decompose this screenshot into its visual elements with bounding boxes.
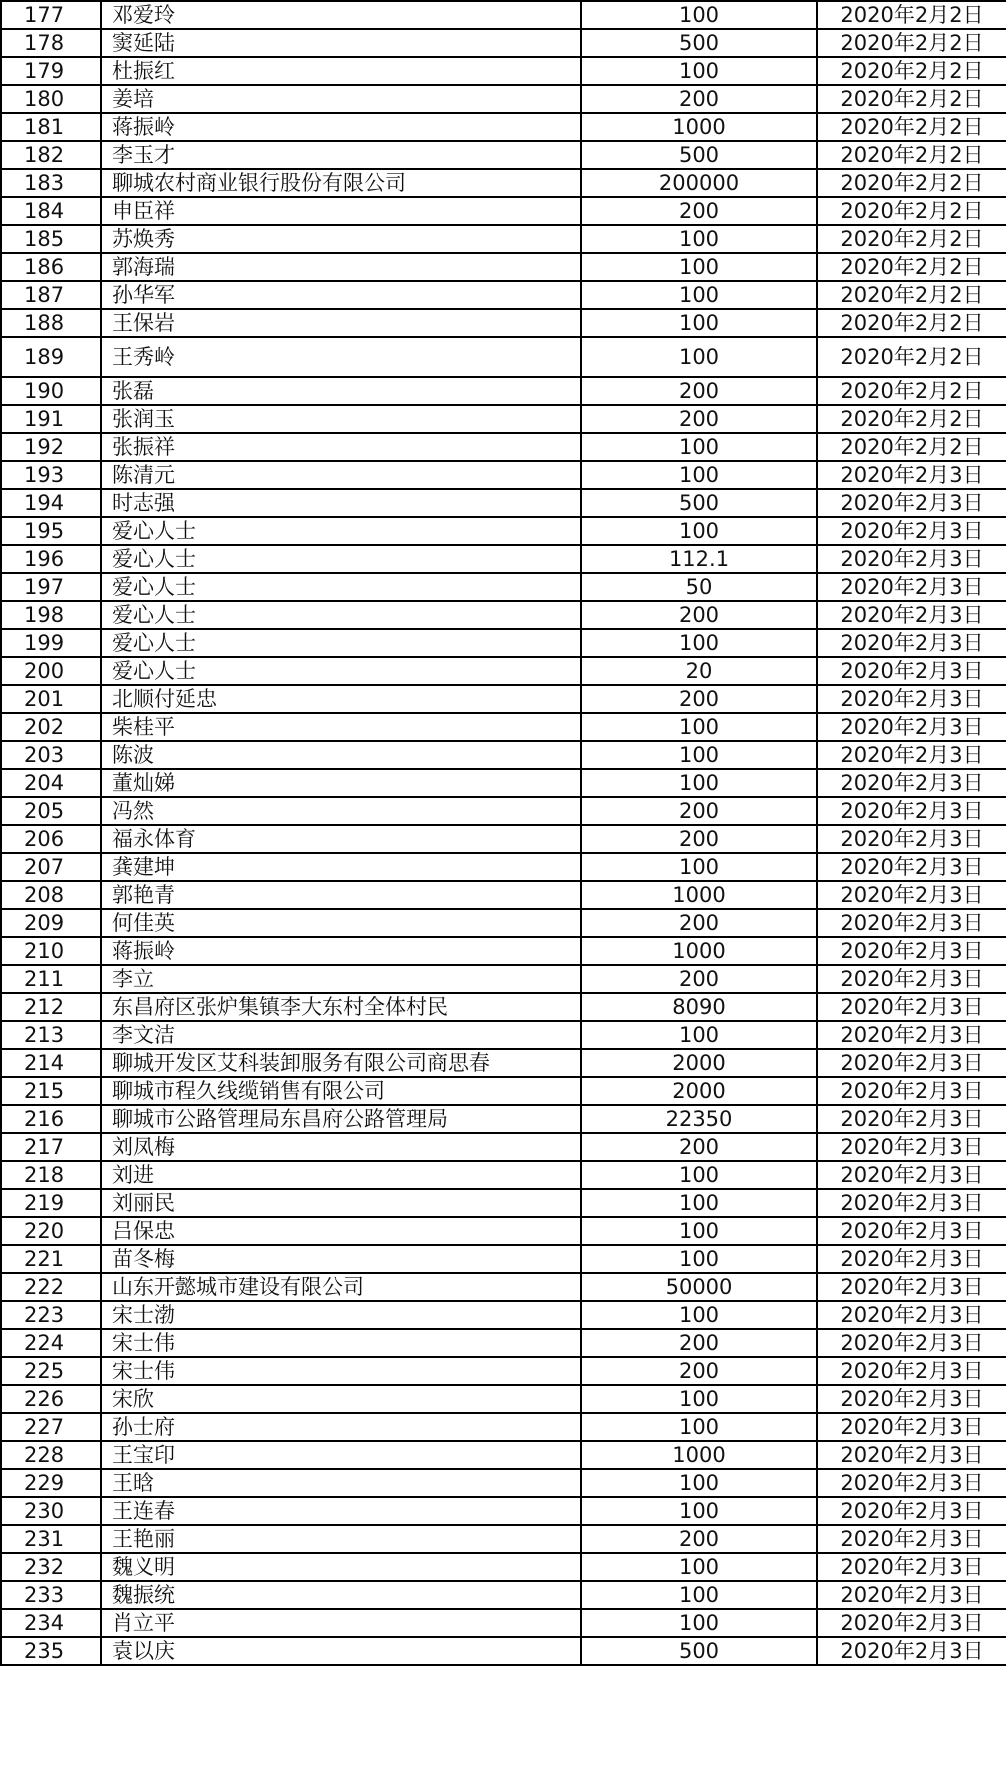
table-row bbox=[1, 281, 1006, 309]
amount-cell: 500 bbox=[581, 489, 817, 517]
row-number-cell: 235 bbox=[1, 1637, 101, 1665]
table-row bbox=[1, 1553, 1006, 1581]
date-cell: 2020年2月3日 bbox=[817, 629, 1006, 657]
date-cell: 2020年2月3日 bbox=[817, 1049, 1006, 1077]
date-cell: 2020年2月3日 bbox=[817, 741, 1006, 769]
table-row bbox=[1, 337, 1006, 377]
table-row bbox=[1, 29, 1006, 57]
table-row bbox=[1, 993, 1006, 1021]
row-number-cell: 179 bbox=[1, 57, 101, 85]
row-number-cell: 227 bbox=[1, 1413, 101, 1441]
donor-name-cell: 蒋振岭 bbox=[101, 937, 581, 965]
table-row bbox=[1, 197, 1006, 225]
amount-cell: 100 bbox=[581, 1245, 817, 1273]
donor-name-cell: 宋欣 bbox=[101, 1385, 581, 1413]
row-number-cell: 199 bbox=[1, 629, 101, 657]
date-cell: 2020年2月3日 bbox=[817, 1133, 1006, 1161]
date-cell: 2020年2月2日 bbox=[817, 57, 1006, 85]
row-number-cell: 192 bbox=[1, 433, 101, 461]
amount-cell: 100 bbox=[581, 337, 817, 377]
row-number-cell: 223 bbox=[1, 1301, 101, 1329]
row-number-cell: 216 bbox=[1, 1105, 101, 1133]
donor-name-cell: 窦延陆 bbox=[101, 29, 581, 57]
donor-name-cell: 王秀岭 bbox=[101, 337, 581, 377]
amount-cell: 100 bbox=[581, 1497, 817, 1525]
amount-cell: 200 bbox=[581, 965, 817, 993]
donor-name-cell: 董灿娣 bbox=[101, 769, 581, 797]
donor-name-cell: 何佳英 bbox=[101, 909, 581, 937]
date-cell: 2020年2月3日 bbox=[817, 1021, 1006, 1049]
amount-cell: 100 bbox=[581, 309, 817, 337]
date-cell: 2020年2月3日 bbox=[817, 1189, 1006, 1217]
row-number-cell: 218 bbox=[1, 1161, 101, 1189]
row-number-cell: 206 bbox=[1, 825, 101, 853]
date-cell: 2020年2月3日 bbox=[817, 545, 1006, 573]
donor-name-cell: 爱心人士 bbox=[101, 657, 581, 685]
date-cell: 2020年2月3日 bbox=[817, 1637, 1006, 1665]
table-row bbox=[1, 1637, 1006, 1665]
table-row bbox=[1, 1245, 1006, 1273]
donor-name-cell: 王晗 bbox=[101, 1469, 581, 1497]
date-cell: 2020年2月2日 bbox=[817, 309, 1006, 337]
date-cell: 2020年2月3日 bbox=[817, 1217, 1006, 1245]
date-cell: 2020年2月3日 bbox=[817, 1077, 1006, 1105]
date-cell: 2020年2月3日 bbox=[817, 1413, 1006, 1441]
donor-name-cell: 时志强 bbox=[101, 489, 581, 517]
row-number-cell: 185 bbox=[1, 225, 101, 253]
date-cell: 2020年2月3日 bbox=[817, 1301, 1006, 1329]
table-row bbox=[1, 1, 1006, 29]
row-number-cell: 184 bbox=[1, 197, 101, 225]
date-cell: 2020年2月3日 bbox=[817, 769, 1006, 797]
table-row bbox=[1, 85, 1006, 113]
row-number-cell: 191 bbox=[1, 405, 101, 433]
row-number-cell: 177 bbox=[1, 1, 101, 29]
date-cell: 2020年2月3日 bbox=[817, 797, 1006, 825]
donor-name-cell: 张润玉 bbox=[101, 405, 581, 433]
date-cell: 2020年2月3日 bbox=[817, 1385, 1006, 1413]
row-number-cell: 187 bbox=[1, 281, 101, 309]
date-cell: 2020年2月3日 bbox=[817, 657, 1006, 685]
amount-cell: 1000 bbox=[581, 113, 817, 141]
donor-name-cell: 王保岩 bbox=[101, 309, 581, 337]
donor-name-cell: 聊城开发区艾科装卸服务有限公司商思春 bbox=[101, 1049, 581, 1077]
amount-cell: 200 bbox=[581, 601, 817, 629]
amount-cell: 100 bbox=[581, 1553, 817, 1581]
row-number-cell: 183 bbox=[1, 169, 101, 197]
date-cell: 2020年2月2日 bbox=[817, 281, 1006, 309]
donor-name-cell: 宋士伟 bbox=[101, 1329, 581, 1357]
table-row bbox=[1, 853, 1006, 881]
table-row bbox=[1, 489, 1006, 517]
row-number-cell: 208 bbox=[1, 881, 101, 909]
donor-name-cell: 郭艳青 bbox=[101, 881, 581, 909]
date-cell: 2020年2月3日 bbox=[817, 965, 1006, 993]
amount-cell: 100 bbox=[581, 1469, 817, 1497]
row-number-cell: 229 bbox=[1, 1469, 101, 1497]
amount-cell: 22350 bbox=[581, 1105, 817, 1133]
row-number-cell: 188 bbox=[1, 309, 101, 337]
amount-cell: 200 bbox=[581, 685, 817, 713]
table-row bbox=[1, 1385, 1006, 1413]
donor-name-cell: 爱心人士 bbox=[101, 545, 581, 573]
donor-name-cell: 东昌府区张炉集镇李大东村全体村民 bbox=[101, 993, 581, 1021]
table-row bbox=[1, 1161, 1006, 1189]
table-row bbox=[1, 769, 1006, 797]
table-row bbox=[1, 825, 1006, 853]
table-row bbox=[1, 1329, 1006, 1357]
donor-name-cell: 爱心人士 bbox=[101, 601, 581, 629]
row-number-cell: 228 bbox=[1, 1441, 101, 1469]
row-number-cell: 225 bbox=[1, 1357, 101, 1385]
row-number-cell: 221 bbox=[1, 1245, 101, 1273]
table-row bbox=[1, 601, 1006, 629]
row-number-cell: 219 bbox=[1, 1189, 101, 1217]
donor-name-cell: 李玉才 bbox=[101, 141, 581, 169]
table-row bbox=[1, 881, 1006, 909]
donor-name-cell: 郭海瑞 bbox=[101, 253, 581, 281]
amount-cell: 100 bbox=[581, 461, 817, 489]
donor-name-cell: 陈波 bbox=[101, 741, 581, 769]
row-number-cell: 178 bbox=[1, 29, 101, 57]
donor-name-cell: 刘丽民 bbox=[101, 1189, 581, 1217]
amount-cell: 100 bbox=[581, 1217, 817, 1245]
table-row bbox=[1, 797, 1006, 825]
donor-name-cell: 苏焕秀 bbox=[101, 225, 581, 253]
donor-name-cell: 龚建坤 bbox=[101, 853, 581, 881]
table-row bbox=[1, 169, 1006, 197]
amount-cell: 100 bbox=[581, 1, 817, 29]
row-number-cell: 197 bbox=[1, 573, 101, 601]
row-number-cell: 224 bbox=[1, 1329, 101, 1357]
date-cell: 2020年2月3日 bbox=[817, 461, 1006, 489]
table-row bbox=[1, 253, 1006, 281]
date-cell: 2020年2月2日 bbox=[817, 377, 1006, 405]
row-number-cell: 189 bbox=[1, 337, 101, 377]
table-row bbox=[1, 225, 1006, 253]
table-row bbox=[1, 1581, 1006, 1609]
table-row bbox=[1, 1301, 1006, 1329]
donor-name-cell: 刘凤梅 bbox=[101, 1133, 581, 1161]
date-cell: 2020年2月3日 bbox=[817, 517, 1006, 545]
table-body bbox=[1, 1, 1006, 1665]
amount-cell: 100 bbox=[581, 741, 817, 769]
donor-name-cell: 爱心人士 bbox=[101, 629, 581, 657]
donor-name-cell: 吕保忠 bbox=[101, 1217, 581, 1245]
row-number-cell: 198 bbox=[1, 601, 101, 629]
date-cell: 2020年2月2日 bbox=[817, 405, 1006, 433]
amount-cell: 100 bbox=[581, 629, 817, 657]
row-number-cell: 220 bbox=[1, 1217, 101, 1245]
donor-name-cell: 杜振红 bbox=[101, 57, 581, 85]
table-row bbox=[1, 1469, 1006, 1497]
donor-name-cell: 蒋振岭 bbox=[101, 113, 581, 141]
date-cell: 2020年2月3日 bbox=[817, 937, 1006, 965]
date-cell: 2020年2月3日 bbox=[817, 1161, 1006, 1189]
donor-name-cell: 福永体育 bbox=[101, 825, 581, 853]
table-row bbox=[1, 461, 1006, 489]
table-row bbox=[1, 685, 1006, 713]
donor-name-cell: 申臣祥 bbox=[101, 197, 581, 225]
table-row bbox=[1, 965, 1006, 993]
amount-cell: 100 bbox=[581, 57, 817, 85]
amount-cell: 200 bbox=[581, 1329, 817, 1357]
amount-cell: 100 bbox=[581, 1413, 817, 1441]
row-number-cell: 195 bbox=[1, 517, 101, 545]
date-cell: 2020年2月3日 bbox=[817, 1105, 1006, 1133]
amount-cell: 200 bbox=[581, 1133, 817, 1161]
date-cell: 2020年2月3日 bbox=[817, 1581, 1006, 1609]
row-number-cell: 212 bbox=[1, 993, 101, 1021]
date-cell: 2020年2月2日 bbox=[817, 169, 1006, 197]
table-row bbox=[1, 1413, 1006, 1441]
donor-name-cell: 冯然 bbox=[101, 797, 581, 825]
donor-name-cell: 苗冬梅 bbox=[101, 1245, 581, 1273]
table-row bbox=[1, 1049, 1006, 1077]
row-number-cell: 204 bbox=[1, 769, 101, 797]
date-cell: 2020年2月3日 bbox=[817, 573, 1006, 601]
amount-cell: 1000 bbox=[581, 1441, 817, 1469]
date-cell: 2020年2月3日 bbox=[817, 489, 1006, 517]
row-number-cell: 193 bbox=[1, 461, 101, 489]
amount-cell: 2000 bbox=[581, 1077, 817, 1105]
amount-cell: 2000 bbox=[581, 1049, 817, 1077]
date-cell: 2020年2月3日 bbox=[817, 1553, 1006, 1581]
row-number-cell: 196 bbox=[1, 545, 101, 573]
donor-name-cell: 北顺付延忠 bbox=[101, 685, 581, 713]
date-cell: 2020年2月3日 bbox=[817, 853, 1006, 881]
donor-name-cell: 王宝印 bbox=[101, 1441, 581, 1469]
table-row bbox=[1, 309, 1006, 337]
row-number-cell: 214 bbox=[1, 1049, 101, 1077]
table-row bbox=[1, 573, 1006, 601]
table-row bbox=[1, 909, 1006, 937]
donor-name-cell: 聊城农村商业银行股份有限公司 bbox=[101, 169, 581, 197]
amount-cell: 100 bbox=[581, 1189, 817, 1217]
amount-cell: 20 bbox=[581, 657, 817, 685]
donor-name-cell: 爱心人士 bbox=[101, 517, 581, 545]
amount-cell: 100 bbox=[581, 1609, 817, 1637]
table-row bbox=[1, 1217, 1006, 1245]
donor-name-cell: 宋士渤 bbox=[101, 1301, 581, 1329]
row-number-cell: 194 bbox=[1, 489, 101, 517]
amount-cell: 100 bbox=[581, 769, 817, 797]
table-row bbox=[1, 1021, 1006, 1049]
date-cell: 2020年2月3日 bbox=[817, 601, 1006, 629]
row-number-cell: 213 bbox=[1, 1021, 101, 1049]
donor-name-cell: 李文洁 bbox=[101, 1021, 581, 1049]
donor-name-cell: 聊城市公路管理局东昌府公路管理局 bbox=[101, 1105, 581, 1133]
date-cell: 2020年2月3日 bbox=[817, 1609, 1006, 1637]
date-cell: 2020年2月3日 bbox=[817, 1469, 1006, 1497]
table-row bbox=[1, 113, 1006, 141]
amount-cell: 200 bbox=[581, 405, 817, 433]
donor-name-cell: 孙士府 bbox=[101, 1413, 581, 1441]
amount-cell: 1000 bbox=[581, 881, 817, 909]
table-row bbox=[1, 1525, 1006, 1553]
amount-cell: 1000 bbox=[581, 937, 817, 965]
table-row bbox=[1, 629, 1006, 657]
date-cell: 2020年2月2日 bbox=[817, 337, 1006, 377]
table-row bbox=[1, 1357, 1006, 1385]
table-row bbox=[1, 657, 1006, 685]
donor-name-cell: 孙华军 bbox=[101, 281, 581, 309]
amount-cell: 200000 bbox=[581, 169, 817, 197]
table-row bbox=[1, 405, 1006, 433]
date-cell: 2020年2月3日 bbox=[817, 685, 1006, 713]
donor-name-cell: 肖立平 bbox=[101, 1609, 581, 1637]
row-number-cell: 215 bbox=[1, 1077, 101, 1105]
table-row bbox=[1, 1105, 1006, 1133]
row-number-cell: 190 bbox=[1, 377, 101, 405]
amount-cell: 50000 bbox=[581, 1273, 817, 1301]
donor-name-cell: 李立 bbox=[101, 965, 581, 993]
donor-name-cell: 邓爱玲 bbox=[101, 1, 581, 29]
date-cell: 2020年2月3日 bbox=[817, 1497, 1006, 1525]
table-row bbox=[1, 1273, 1006, 1301]
date-cell: 2020年2月2日 bbox=[817, 141, 1006, 169]
donor-name-cell: 聊城市程久线缆销售有限公司 bbox=[101, 1077, 581, 1105]
date-cell: 2020年2月2日 bbox=[817, 433, 1006, 461]
amount-cell: 200 bbox=[581, 197, 817, 225]
table-row bbox=[1, 141, 1006, 169]
donor-name-cell: 王艳丽 bbox=[101, 1525, 581, 1553]
table-row bbox=[1, 1077, 1006, 1105]
date-cell: 2020年2月2日 bbox=[817, 1, 1006, 29]
amount-cell: 200 bbox=[581, 909, 817, 937]
date-cell: 2020年2月3日 bbox=[817, 1273, 1006, 1301]
amount-cell: 100 bbox=[581, 1581, 817, 1609]
amount-cell: 100 bbox=[581, 1021, 817, 1049]
row-number-cell: 182 bbox=[1, 141, 101, 169]
row-number-cell: 205 bbox=[1, 797, 101, 825]
table-row bbox=[1, 517, 1006, 545]
amount-cell: 100 bbox=[581, 433, 817, 461]
donor-name-cell: 宋士伟 bbox=[101, 1357, 581, 1385]
amount-cell: 500 bbox=[581, 1637, 817, 1665]
donor-name-cell: 柴桂平 bbox=[101, 713, 581, 741]
amount-cell: 200 bbox=[581, 1357, 817, 1385]
date-cell: 2020年2月3日 bbox=[817, 825, 1006, 853]
amount-cell: 100 bbox=[581, 853, 817, 881]
amount-cell: 50 bbox=[581, 573, 817, 601]
amount-cell: 8090 bbox=[581, 993, 817, 1021]
table-row bbox=[1, 937, 1006, 965]
row-number-cell: 209 bbox=[1, 909, 101, 937]
date-cell: 2020年2月2日 bbox=[817, 253, 1006, 281]
amount-cell: 100 bbox=[581, 1385, 817, 1413]
donor-name-cell: 袁以庆 bbox=[101, 1637, 581, 1665]
amount-cell: 500 bbox=[581, 141, 817, 169]
donor-name-cell: 魏义明 bbox=[101, 1553, 581, 1581]
row-number-cell: 200 bbox=[1, 657, 101, 685]
amount-cell: 200 bbox=[581, 85, 817, 113]
table-row bbox=[1, 1609, 1006, 1637]
row-number-cell: 186 bbox=[1, 253, 101, 281]
amount-cell: 200 bbox=[581, 1525, 817, 1553]
date-cell: 2020年2月3日 bbox=[817, 1329, 1006, 1357]
amount-cell: 500 bbox=[581, 29, 817, 57]
date-cell: 2020年2月2日 bbox=[817, 85, 1006, 113]
donor-name-cell: 陈清元 bbox=[101, 461, 581, 489]
date-cell: 2020年2月3日 bbox=[817, 1357, 1006, 1385]
row-number-cell: 181 bbox=[1, 113, 101, 141]
donor-name-cell: 王连春 bbox=[101, 1497, 581, 1525]
amount-cell: 100 bbox=[581, 517, 817, 545]
donor-name-cell: 魏振统 bbox=[101, 1581, 581, 1609]
date-cell: 2020年2月2日 bbox=[817, 113, 1006, 141]
date-cell: 2020年2月2日 bbox=[817, 197, 1006, 225]
donor-name-cell: 爱心人士 bbox=[101, 573, 581, 601]
donor-name-cell: 刘进 bbox=[101, 1161, 581, 1189]
row-number-cell: 210 bbox=[1, 937, 101, 965]
amount-cell: 100 bbox=[581, 1301, 817, 1329]
table-row bbox=[1, 433, 1006, 461]
date-cell: 2020年2月3日 bbox=[817, 993, 1006, 1021]
table-row bbox=[1, 377, 1006, 405]
table-row bbox=[1, 713, 1006, 741]
row-number-cell: 222 bbox=[1, 1273, 101, 1301]
donor-name-cell: 张振祥 bbox=[101, 433, 581, 461]
amount-cell: 100 bbox=[581, 713, 817, 741]
row-number-cell: 226 bbox=[1, 1385, 101, 1413]
date-cell: 2020年2月3日 bbox=[817, 1441, 1006, 1469]
row-number-cell: 202 bbox=[1, 713, 101, 741]
table-row bbox=[1, 1133, 1006, 1161]
row-number-cell: 211 bbox=[1, 965, 101, 993]
table-row bbox=[1, 545, 1006, 573]
table-row bbox=[1, 57, 1006, 85]
row-number-cell: 180 bbox=[1, 85, 101, 113]
amount-cell: 112.1 bbox=[581, 545, 817, 573]
donor-name-cell: 姜培 bbox=[101, 85, 581, 113]
donor-name-cell: 张磊 bbox=[101, 377, 581, 405]
row-number-cell: 232 bbox=[1, 1553, 101, 1581]
row-number-cell: 234 bbox=[1, 1609, 101, 1637]
row-number-cell: 230 bbox=[1, 1497, 101, 1525]
row-number-cell: 201 bbox=[1, 685, 101, 713]
row-number-cell: 203 bbox=[1, 741, 101, 769]
date-cell: 2020年2月3日 bbox=[817, 881, 1006, 909]
amount-cell: 100 bbox=[581, 1161, 817, 1189]
date-cell: 2020年2月2日 bbox=[817, 29, 1006, 57]
row-number-cell: 231 bbox=[1, 1525, 101, 1553]
table-row bbox=[1, 1189, 1006, 1217]
date-cell: 2020年2月3日 bbox=[817, 1525, 1006, 1553]
table-row bbox=[1, 741, 1006, 769]
date-cell: 2020年2月3日 bbox=[817, 713, 1006, 741]
amount-cell: 100 bbox=[581, 225, 817, 253]
table-row bbox=[1, 1441, 1006, 1469]
date-cell: 2020年2月2日 bbox=[817, 225, 1006, 253]
amount-cell: 200 bbox=[581, 797, 817, 825]
date-cell: 2020年2月3日 bbox=[817, 1245, 1006, 1273]
row-number-cell: 207 bbox=[1, 853, 101, 881]
amount-cell: 100 bbox=[581, 253, 817, 281]
amount-cell: 200 bbox=[581, 377, 817, 405]
table-row bbox=[1, 1497, 1006, 1525]
amount-cell: 100 bbox=[581, 281, 817, 309]
row-number-cell: 217 bbox=[1, 1133, 101, 1161]
row-number-cell: 233 bbox=[1, 1581, 101, 1609]
donor-name-cell: 山东开懿城市建设有限公司 bbox=[101, 1273, 581, 1301]
amount-cell: 200 bbox=[581, 825, 817, 853]
date-cell: 2020年2月3日 bbox=[817, 909, 1006, 937]
